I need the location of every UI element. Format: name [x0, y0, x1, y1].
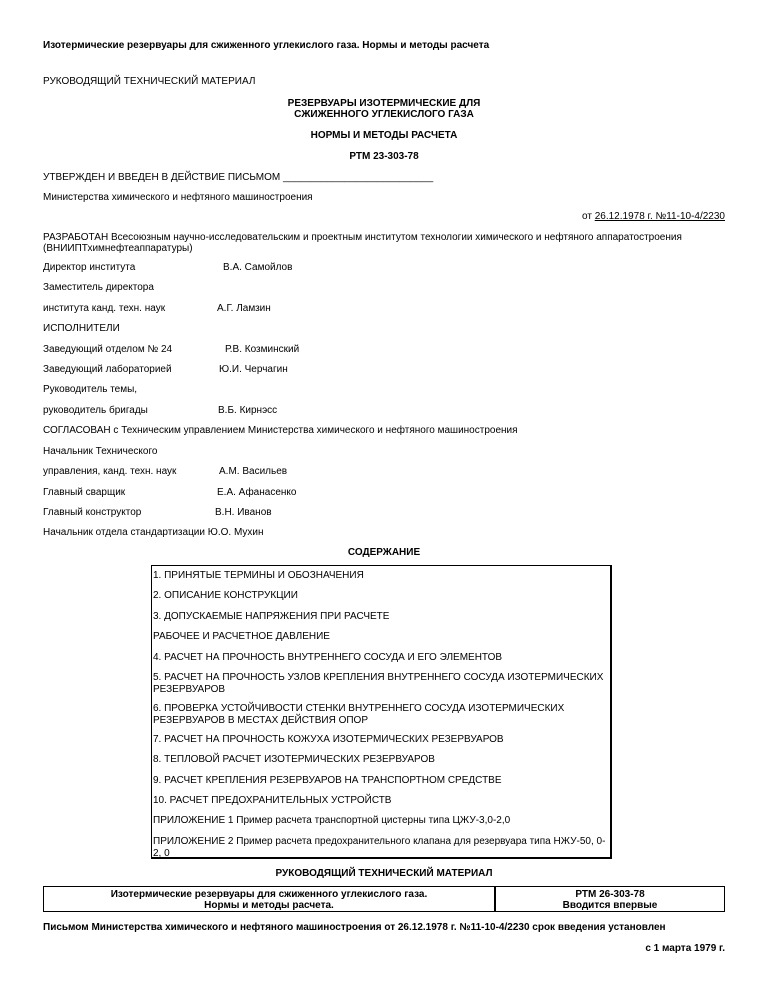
footer-line1: Письмом Министерства химического и нефтяного машиностроения от 26.12.1978 г. №11-10-4/2230 срок введения установлен [43, 922, 666, 933]
person-role: Заведующий лабораторией [43, 364, 172, 375]
person-role: управления, канд. техн. наук [43, 466, 177, 477]
main-title-line2: СЖИЖЕННОГО УГЛЕКИСЛОГО ГАЗА [294, 109, 474, 120]
toc-title: СОДЕРЖАНИЕ [347, 547, 421, 558]
person-role: Заместитель директора [43, 282, 154, 293]
toc-item[interactable]: 9. РАСЧЕТ КРЕПЛЕНИЯ РЕЗЕРВУАРОВ НА ТРАНСПОРТНОМ СРЕДСТВЕ [153, 775, 502, 786]
person-role: института канд. техн. наук [43, 303, 166, 314]
toc-item[interactable]: 10. РАСЧЕТ ПРЕДОХРАНИТЕЛЬНЫХ УСТРОЙСТВ [153, 795, 392, 806]
person-name: В.А. Самойлов [223, 262, 293, 273]
toc-item[interactable]: РАБОЧЕЕ И РАСЧЕТНОЕ ДАВЛЕНИЕ [153, 631, 330, 642]
person-role: Главный сварщик [43, 487, 126, 498]
person-role: руководитель бригады [43, 405, 148, 416]
person-name: Р.В. Козминский [225, 344, 300, 355]
approved-line: УТВЕРЖДЕН И ВВЕДЕН В ДЕЙСТВИЕ ПИСЬМОМ ___________________________ [43, 172, 434, 183]
doc-kind-label: РУКОВОДЯЩИЙ ТЕХНИЧЕСКИЙ МАТЕРИАЛ [43, 76, 256, 87]
table-cell-title [44, 889, 494, 911]
toc-item[interactable]: 5. РАСЧЕТ НА ПРОЧНОСТЬ УЗЛОВ КРЕПЛЕНИЯ ВНУТРЕННЕГО СОСУДА ИЗОТЕРМИЧЕСКИХ РЕЗЕРВУАРОВ [153, 672, 604, 695]
person-role: Начальник отдела стандартизации Ю.О. Мухин [43, 527, 264, 538]
toc-item[interactable]: 7. РАСЧЕТ НА ПРОЧНОСТЬ КОЖУХА ИЗОТЕРМИЧЕСКИХ РЕЗЕРВУАРОВ [153, 734, 504, 745]
table-of-contents [151, 565, 612, 859]
approval-date [582, 211, 725, 223]
subtitle: НОРМЫ И МЕТОДЫ РАСЧЕТА [310, 130, 458, 141]
person-name: Е.А. Афанасенко [217, 487, 297, 498]
toc-item[interactable]: 4. РАСЧЕТ НА ПРОЧНОСТЬ ВНУТРЕННЕГО СОСУДА И ЕГО ЭЛЕМЕНТОВ [153, 652, 503, 663]
main-title-line1: РЕЗЕРВУАРЫ ИЗОТЕРМИЧЕСКИЕ ДЛЯ [287, 98, 481, 109]
toc-item[interactable]: 8. ТЕПЛОВОЙ РАСЧЕТ ИЗОТЕРМИЧЕСКИХ РЕЗЕРВУАРОВ [153, 754, 435, 765]
toc-item[interactable]: 1. ПРИНЯТЫЕ ТЕРМИНЫ И ОБОЗНАЧЕНИЯ [153, 570, 364, 581]
table-status: Вводится впервые [562, 900, 658, 911]
person-name: В.Б. Кирнэсс [218, 405, 278, 416]
person-name: Ю.И. Черчагин [219, 364, 288, 375]
bottom-doc-kind: РУКОВОДЯЩИЙ ТЕХНИЧЕСКИЙ МАТЕРИАЛ [275, 868, 493, 879]
date-prefix: от [582, 211, 595, 222]
person-role: Руководитель темы, [43, 384, 138, 395]
designation-table [43, 886, 725, 912]
document-code: РТМ 23-303-78 [349, 151, 419, 162]
person-name: А.М. Васильев [219, 466, 288, 477]
section-label-performers: ИСПОЛНИТЕЛИ [43, 323, 120, 334]
approval-letter-link[interactable]: 26.12.1978 г. №11-10-4/2230 [594, 211, 725, 222]
toc-item[interactable]: 3. ДОПУСКАЕМЫЕ НАПРЯЖЕНИЯ ПРИ РАСЧЕТЕ [153, 611, 390, 622]
person-role: Заведующий отделом № 24 [43, 344, 173, 355]
developed-by-line2: (ВНИИПТхимнефтеаппаратуры) [43, 243, 193, 254]
toc-item[interactable]: ПРИЛОЖЕНИЕ 2 Пример расчета предохранительного клапана для резервуара типа НЖУ-50, 0-2, 0 [153, 836, 606, 859]
table-code: РТМ 26-303-78 [575, 889, 645, 900]
toc-item[interactable]: ПРИЛОЖЕНИЕ 1 Пример расчета транспортной цистерны типа ЦЖУ-3,0-2,0 [153, 815, 511, 826]
table-title-line1: Изотермические резервуары для сжиженного углекислого газа. [110, 889, 428, 900]
ministry-line: Министерства химического и нефтяного машиностроения [43, 192, 313, 203]
toc-item[interactable]: 6. ПРОВЕРКА УСТОЙЧИВОСТИ СТЕНКИ ВНУТРЕННЕГО СОСУДА ИЗОТЕРМИЧЕСКИХ РЕЗЕРВУАРОВ В МЕСТАХ ДЕЙСТВИЯ ОПОР [153, 703, 565, 726]
footer-line2: с 1 марта 1979 г. [645, 943, 725, 954]
person-name: А.Г. Ламзин [217, 303, 271, 314]
person-role: Главный конструктор [43, 507, 142, 518]
page-header-title: Изотермические резервуары для сжиженного углекислого газа. Нормы и методы расчета [43, 40, 490, 51]
table-cell-code [496, 889, 724, 911]
toc-item[interactable]: 2. ОПИСАНИЕ КОНСТРУКЦИИ [153, 590, 298, 601]
person-role: Начальник Технического [43, 446, 158, 457]
table-title-line2: Нормы и методы расчета. [204, 900, 334, 911]
person-role: Директор института [43, 262, 136, 273]
developed-by-line1: РАЗРАБОТАН Всесоюзным научно-исследовательским и проектным институтом технологии химического и нефтяного аппаратостроения [43, 232, 682, 243]
person-name: В.Н. Иванов [215, 507, 272, 518]
agreed-with-line: СОГЛАСОВАН с Техническим управлением Министерства химического и нефтяного машиностроения [43, 425, 518, 436]
